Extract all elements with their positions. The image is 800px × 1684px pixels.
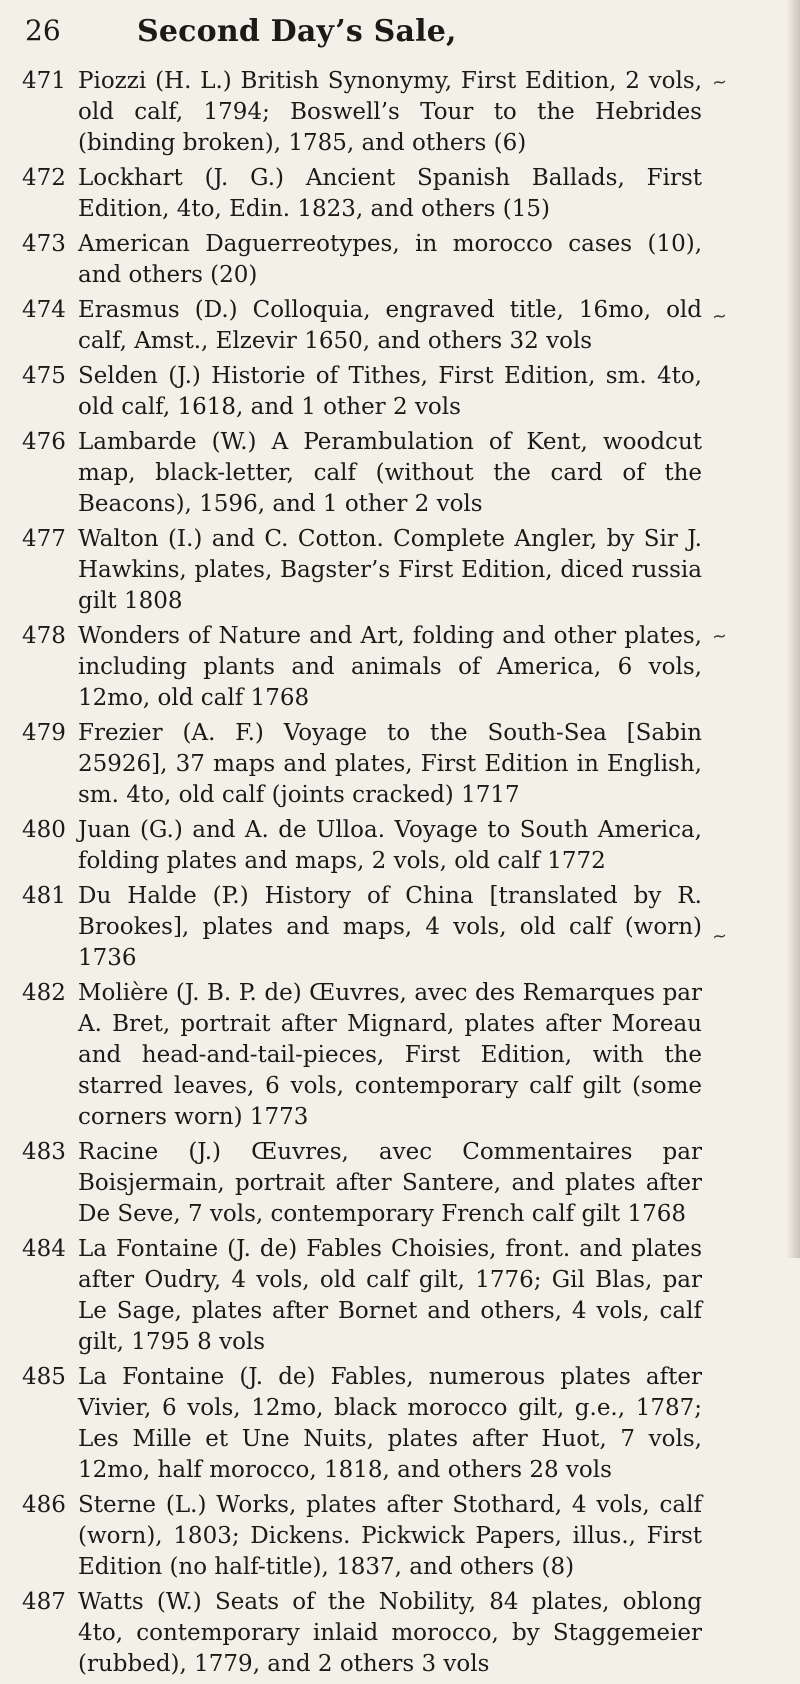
lot-number: 471 [22,68,66,94]
lot-number: 476 [22,429,66,455]
lot-entry [22,718,702,811]
lot-description: Lambarde (W.) A Perambulation of Kent, woodcut map, black-letter, calf (without the card of the Beacons), 1596, and 1 other 2 vols [78,429,702,517]
lot-entry [22,361,702,423]
lot-number: 485 [22,1364,66,1390]
lot-number: 477 [22,526,66,552]
lot-entry [22,1587,702,1680]
lot-list [22,66,702,1684]
lot-number: 474 [22,297,66,323]
lot-number: 475 [22,363,66,389]
lot-number: 486 [22,1492,66,1518]
margin-note-mark: ~ [710,305,729,328]
margin-note-mark: ~ [710,625,729,648]
lot-entry [22,978,702,1133]
lot-entry [22,1362,702,1486]
lot-entry [22,229,702,291]
lot-description: Sterne (L.) Works, plates after Stothard, 4 vols, calf (worn), 1803; Dickens. Pickwick Papers, illus., First Edition (no half-title), 1837, and others (8) [78,1492,702,1580]
lot-description: Frezier (A. F.) Voyage to the South-Sea [Sabin 25926], 37 maps and plates, First Edition in English, sm. 4to, old calf (joints cracked) 1717 [78,720,702,808]
lot-entry [22,66,702,159]
lot-number: 478 [22,623,66,649]
lot-number: 487 [22,1589,66,1615]
lot-entry [22,881,702,974]
page-header [25,14,760,54]
lot-description: Juan (G.) and A. de Ulloa. Voyage to South America, folding plates and maps, 2 vols, old calf 1772 [78,817,702,874]
lot-description: La Fontaine (J. de) Fables, numerous plates after Vivier, 6 vols, 12mo, black morocco gilt, g.e., 1787; Les Mille et Une Nuits, plates after Huot, 7 vols, 12mo, half morocco, 1818, and others 28 vols [78,1364,702,1483]
lot-entry [22,524,702,617]
lot-description: Erasmus (D.) Colloquia, engraved title, 16mo, old calf, Amst., Elzevir 1650, and others 32 vols [78,297,702,354]
lot-number: 480 [22,817,66,843]
lot-description: La Fontaine (J. de) Fables Choisies, front. and plates after Oudry, 4 vols, old calf gilt, 1776; Gil Blas, par Le Sage, plates after Bornet and others, 4 vols, calf gilt, 1795 8 vols [78,1236,702,1355]
margin-note-mark: ~ [710,71,729,94]
lot-description: American Daguerreotypes, in morocco cases (10), and others (20) [78,231,702,288]
lot-description: Selden (J.) Historie of Tithes, First Edition, sm. 4to, old calf, 1618, and 1 other 2 vols [78,363,702,420]
lot-number: 481 [22,883,66,909]
lot-number: 472 [22,165,66,191]
lot-number: 484 [22,1236,66,1262]
lot-entry [22,621,702,714]
page-number: 26 [25,14,61,47]
lot-description: Watts (W.) Seats of the Nobility, 84 plates, oblong 4to, contemporary inlaid morocco, by Staggemeier (rubbed), 1779, and 2 others 3 vols [78,1589,702,1677]
lot-entry [22,1234,702,1358]
lot-description: Piozzi (H. L.) British Synonymy, First Edition, 2 vols, old calf, 1794; Boswell’s Tour to the Hebrides (binding broken), 1785, and others (6) [78,68,702,156]
lot-description: Lockhart (J. G.) Ancient Spanish Ballads, First Edition, 4to, Edin. 1823, and others (15) [78,165,702,222]
lot-description: Molière (J. B. P. de) Œuvres, avec des Remarques par A. Bret, portrait after Mignard, plates after Moreau and head-and-tail-pieces, First Edition, with the starred leaves, 6 vols, contemporary calf gilt (some corners worn) 1773 [78,980,702,1130]
lot-description: Du Halde (P.) History of China [translated by R. Brookes], plates and maps, 4 vols, old calf (worn) 1736 [78,883,702,971]
lot-entry [22,1490,702,1583]
margin-note-mark: ~ [710,925,729,948]
lot-description: Racine (J.) Œuvres, avec Commentaires par Boisjermain, portrait after Santere, and plates after De Seve, 7 vols, contemporary French calf gilt 1768 [78,1139,702,1227]
lot-description: Wonders of Nature and Art, folding and other plates, including plants and animals of America, 6 vols, 12mo, old calf 1768 [78,623,702,711]
lot-entry [22,295,702,357]
lot-number: 483 [22,1139,66,1165]
page-spine-shadow [786,0,800,1258]
lot-entry [22,1137,702,1230]
lot-description: Walton (I.) and C. Cotton. Complete Angler, by Sir J. Hawkins, plates, Bagster’s First Edition, diced russia gilt 1808 [78,526,702,614]
lot-number: 473 [22,231,66,257]
lot-entry [22,163,702,225]
running-head: Second Day’s Sale, [137,14,457,49]
lot-number: 479 [22,720,66,746]
lot-entry [22,427,702,520]
lot-entry [22,815,702,877]
lot-number: 482 [22,980,66,1006]
